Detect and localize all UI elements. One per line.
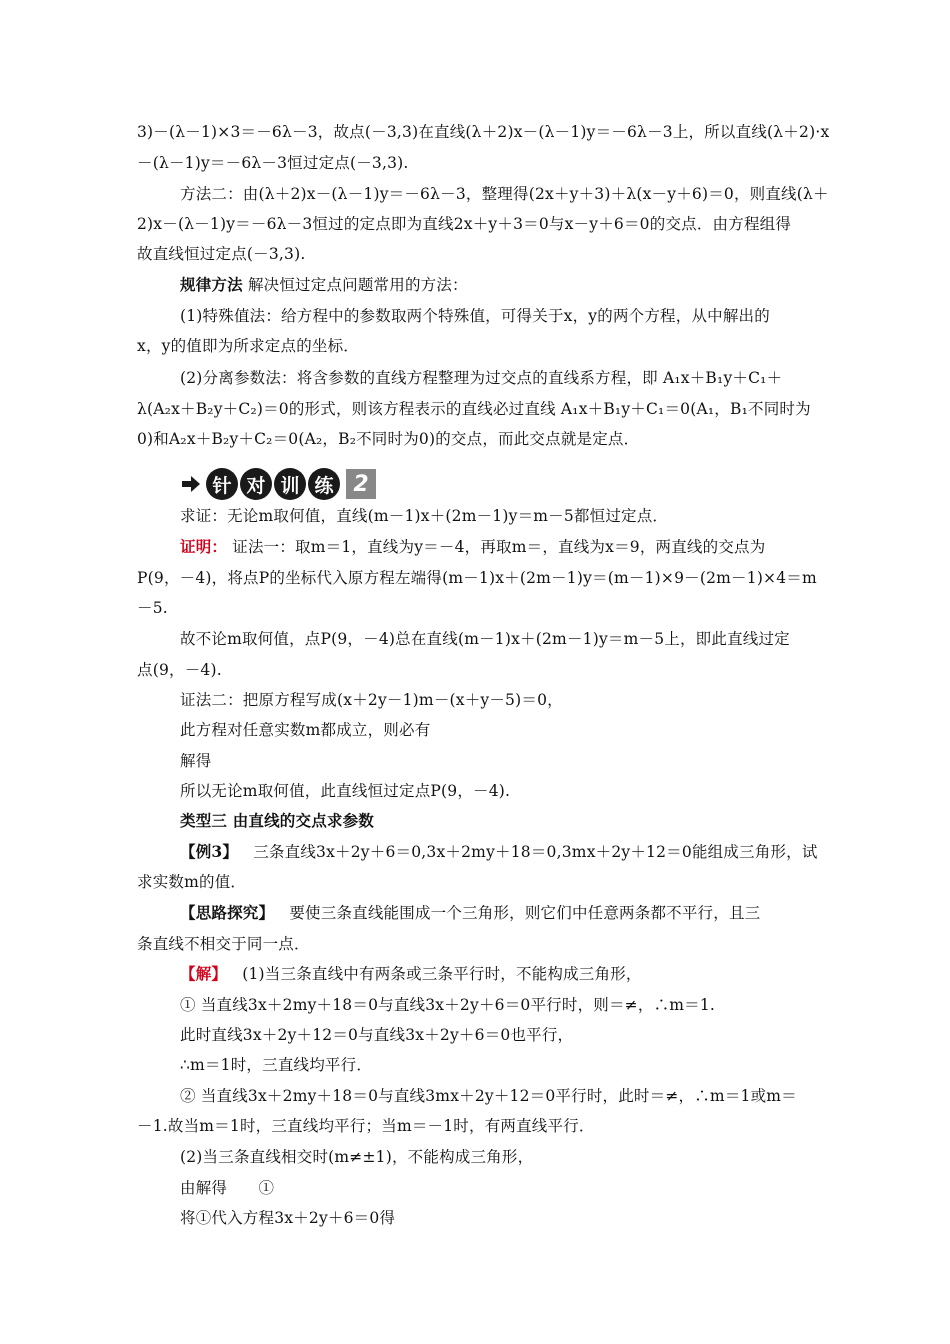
text-line: 求证：无论m取何值，直线(m－1)x＋(2m－1)y＝m－5都恒过定点． [180,507,669,525]
text-line: －1.故当m＝1时，三直线均平行；当m＝－1时，有两直线平行． [137,1117,595,1135]
text-line: 三条直线3x＋2y＋6＝0,3x＋2my＋18＝0,3mx＋2y＋12＝0能组成三角形，试 [253,843,818,861]
text-line: 由解得 ① [180,1179,275,1197]
banner-char: 练 [308,468,340,500]
text-line: 条直线不相交于同一点． [137,935,310,953]
text-line: 此方程对任意实数m都成立，则必有 [180,721,431,739]
example-label: 【例3】 [180,842,239,861]
text-line: 方法二：由(λ＋2)x－(λ－1)y＝－6λ－3，整理得(2x＋y＋3)＋λ(x－y＋6)＝0，则直线(λ＋ [180,185,829,203]
solution-label: 【解】 [180,964,228,983]
section-heading: 类型三 由直线的交点求参数 [180,811,374,830]
text-line: x，y的值即为所求定点的坐标． [137,337,359,355]
rule-method-paragraph [180,275,860,295]
text-line: 此时直线3x＋2y＋12＝0与直线3x＋2y＋6＝0也平行， [180,1026,574,1044]
solution-paragraph [180,964,860,984]
text-line: 2)x－(λ－1)y＝－6λ－3恒过的定点即为直线2x＋y＋3＝0与x－y＋6＝0的交点．由方程组得 [137,215,792,233]
text-line: 将①代入方程3x＋2y＋6＝0得 [180,1209,396,1227]
text-line: －5. [137,599,168,617]
text-line: 解决恒过定点问题常用的方法： [247,276,468,294]
text-line: －(λ－1)y＝－6λ－3恒过定点(－3,3). [137,154,409,172]
practice-banner [180,468,376,500]
text-line: ② 当直线3x＋2my＋18＝0与直线3mx＋2y＋12＝0平行时，此时＝≠，∴m＝1或m＝ [180,1087,797,1105]
text-line: 解得 [180,752,212,770]
text-line: 求实数m的值． [137,873,247,891]
text-line: 证法二：把原方程写成(x＋2y－1)m－(x＋y－5)＝0， [180,691,563,709]
text-line: 证法一：取m＝1，直线为y＝－4，再取m＝，直线为x＝9，两直线的交点为 [232,538,766,556]
text-line: 3)－(λ－1)×3＝－6λ－3，故点(－3,3)在直线(λ＋2)x－(λ－1)y＝－6λ－3上，所以直线(λ＋2)·x [137,123,830,141]
banner-char: 针 [206,468,238,500]
text-line: ∴m＝1时，三直线均平行． [180,1056,373,1074]
idea-paragraph [180,903,860,923]
text-line: (2)分离参数法：将含参数的直线方程整理为过交点的直线系方程，即 A₁x＋B₁y＋C₁＋ [180,369,783,387]
text-line: (1)当三条直线中有两条或三条平行时，不能构成三角形， [242,965,642,983]
text-line: (2)当三条直线相交时(m≠±1)，不能构成三角形， [180,1148,534,1166]
arrow-right-icon [180,473,202,495]
text-line: ① 当直线3x＋2my＋18＝0与直线3x＋2y＋6＝0平行时，则＝≠，∴m＝1. [180,996,716,1014]
proof-label: 证明： [180,537,228,556]
text-line: P(9，－4)，将点P的坐标代入原方程左端得(m－1)x＋(2m－1)y＝(m－1)×9－(2m－1)×4＝m [137,569,817,587]
text-line: 故不论m取何值，点P(9，－4)总在直线(m－1)x＋(2m－1)y＝m－5上，即此直线过定 [180,630,790,648]
banner-number: 2 [346,469,376,499]
text-line: 0)和A₂x＋B₂y＋C₂＝0(A₂，B₂不同时为0)的交点，而此交点就是定点． [137,430,640,448]
text-line: (1)特殊值法：给方程中的参数取两个特殊值，可得关于x，y的两个方程，从中解出的 [180,307,770,325]
text-line: 要使三条直线能围成一个三角形，则它们中任意两条都不平行，且三 [289,904,761,922]
rule-method-label: 规律方法 [180,275,243,294]
text-line: 所以无论m取何值，此直线恒过定点P(9，－4). [180,782,511,800]
proof-paragraph [180,537,860,557]
text-line: λ(A₂x＋B₂y＋C₂)＝0的形式，则该方程表示的直线必过直线 A₁x＋B₁y＋C₁＝0(A₁，B₁不同时为 [137,400,811,418]
text-line: 点(9，－4). [137,661,222,679]
text-line: 故直线恒过定点(－3,3). [137,245,306,263]
idea-label: 【思路探究】 [180,903,275,922]
banner-char: 训 [274,468,306,500]
example-paragraph [180,842,860,862]
banner-char: 对 [240,468,272,500]
